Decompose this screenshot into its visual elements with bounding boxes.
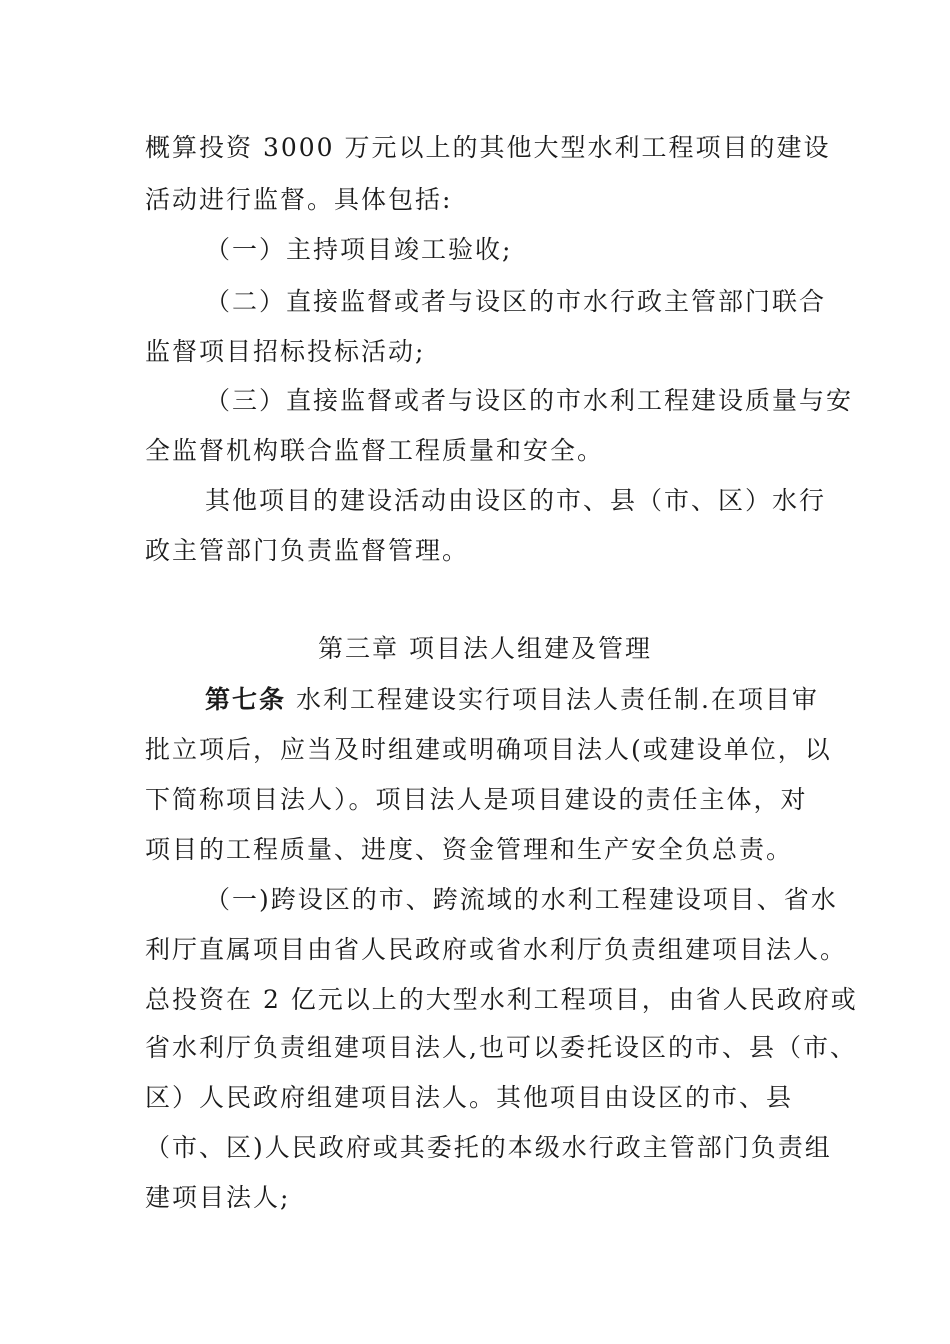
paragraph-line: 全监督机构联合监督工程质量和安全。	[145, 436, 605, 465]
article-first-line	[205, 685, 819, 715]
paragraph-line: 下简称项目法人）。项目法人是项目建设的责任主体，对	[145, 785, 808, 814]
list-item-line: （二）直接监督或者与设区的市水行政主管部门联合	[205, 287, 827, 316]
article-label: 第七条	[205, 685, 287, 714]
list-item-line: （一）主持项目竣工验收;	[205, 235, 513, 264]
paragraph-line: 政主管部门负责监督管理。	[145, 536, 470, 565]
paragraph-line: 区）人民政府组建项目法人。其他项目由设区的市、县	[145, 1083, 794, 1112]
paragraph-line: 其他项目的建设活动由设区的市、县（市、区）水行	[205, 486, 827, 515]
paragraph-line: 活动进行监督。具体包括:	[145, 185, 453, 214]
paragraph-line: 总投资在 2 亿元以上的大型水利工程项目，由省人民政府或	[145, 985, 858, 1014]
paragraph-line: 批立项后，应当及时组建或明确项目法人(或建设单位，以	[145, 735, 832, 764]
chapter-title: 第三章 项目法人组建及管理	[318, 634, 652, 663]
paragraph-line: 省水利厅负责组建项目法人,也可以委托设区的市、县（市、	[145, 1033, 857, 1062]
paragraph-line: 建项目法人;	[145, 1183, 291, 1212]
list-item-line: （三）直接监督或者与设区的市水利工程建设质量与安	[205, 386, 854, 415]
article-text: 水利工程建设实行项目法人责任制.在项目审	[286, 685, 819, 714]
paragraph-line: 利厅直属项目由省人民政府或省水利厅负责组建项目法人。	[145, 935, 848, 964]
paragraph-line: 项目的工程质量、进度、资金管理和生产安全负总责。	[145, 835, 794, 864]
paragraph-line: 概算投资 3000 万元以上的其他大型水利工程项目的建设	[145, 133, 831, 162]
list-item-line: （一)跨设区的市、跨流域的水利工程建设项目、省水	[205, 885, 838, 914]
paragraph-line: 监督项目招标投标活动;	[145, 337, 426, 366]
paragraph-line: （市、区)人民政府或其委托的本级水行政主管部门负责组	[145, 1133, 832, 1162]
